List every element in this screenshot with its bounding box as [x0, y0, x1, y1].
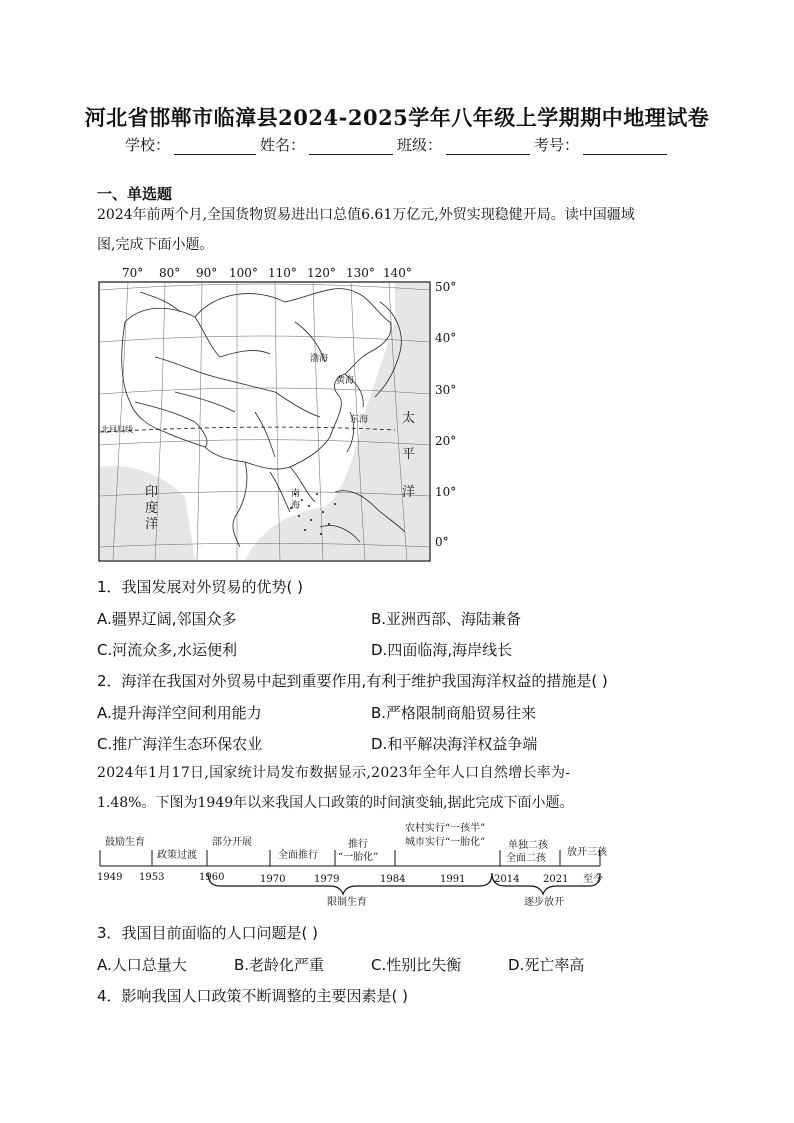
q2-option-a[interactable]: A.提升海洋空间利用能力 [97, 704, 262, 722]
tl-guli: 鼓励生育 [105, 837, 145, 848]
tl-zhengce: 政策过渡 [157, 850, 197, 861]
q2-option-c[interactable]: C.推广海洋生态环保农业 [97, 735, 263, 753]
tl-fangkai: 放开三孩 [567, 847, 607, 858]
passage-1-line-1: 2024年前两个月,全国货物贸易进出口总值6.61万亿元,外贸实现稳健开局。读中国疆域 [97, 207, 635, 223]
bohai-label: 渤海 [310, 354, 329, 364]
passage-2-line-2: 1.48%。下图为1949年以来我国人口政策的时间演变轴,据此完成下面小题。 [97, 795, 574, 811]
tl-quanmian: 全面推行 [278, 850, 318, 861]
q3-option-a[interactable]: A.人口总量大 [97, 956, 187, 974]
tl-chengshi: 城市实行“一胎化” [405, 837, 486, 848]
number-label: 考号： [534, 136, 580, 154]
question-4-stem: 4．影响我国人口政策不断调整的主要因素是( ) [97, 987, 409, 1005]
lat-label: 30° [435, 383, 457, 397]
name-field[interactable] [309, 138, 393, 155]
name-label: 姓名： [260, 136, 306, 154]
class-field[interactable] [446, 138, 530, 155]
school-label: 学校： [125, 136, 171, 154]
pacific-label-1: 太 [402, 411, 416, 426]
tl-year: 1960 [199, 872, 225, 883]
section-heading: 一、单选题 [97, 185, 173, 203]
indian-label-1: 印 [145, 485, 159, 500]
student-info-row [125, 134, 671, 155]
lon-label: 140° [383, 266, 412, 280]
q1-option-c[interactable]: C.河流众多,水运便利 [97, 641, 238, 659]
tl-xianzhi: 限制生育 [327, 897, 367, 908]
lon-label: 110° [268, 266, 297, 280]
q1-option-a[interactable]: A.疆界辽阔,邻国众多 [97, 610, 237, 628]
q3-option-c[interactable]: C.性别比失衡 [371, 956, 462, 974]
tl-year: 1991 [440, 874, 466, 885]
question-1-stem: 1．我国发展对外贸易的优势( ) [97, 578, 304, 596]
tl-year: 2021 [543, 874, 569, 885]
tl-year: 2014 [494, 874, 520, 885]
tl-zhubu: 逐步放开 [524, 897, 564, 908]
lon-label: 80° [159, 266, 181, 280]
passage-2-line-1: 2024年1月17日,国家统计局发布数据显示,2023年全年人口自然增长率为- [97, 765, 571, 781]
indian-label-3: 洋 [145, 517, 159, 532]
passage-1-line-2: 图,完成下面小题。 [97, 237, 214, 253]
lat-label: 40° [435, 331, 457, 345]
lat-label: 20° [435, 434, 457, 448]
china-territory-map [95, 262, 465, 564]
tl-dandu: 单独二孩 [508, 840, 548, 851]
tl-year: 至今 [583, 874, 603, 885]
lat-label: 0° [435, 535, 449, 549]
tl-year: 1953 [139, 872, 165, 883]
question-2-stem: 2．海洋在我国对外贸易中起到重要作用,有利于维护我国海洋权益的措施是( ) [97, 672, 608, 690]
lon-label: 120° [307, 266, 336, 280]
q2-option-b[interactable]: B.严格限制商船贸易往来 [371, 704, 537, 722]
tl-bufen: 部分开展 [212, 837, 252, 848]
class-label: 班级： [397, 136, 443, 154]
lat-label: 10° [435, 485, 457, 499]
tl-tuixing: 推行 [348, 839, 368, 850]
tl-year: 1979 [314, 874, 340, 885]
number-field[interactable] [583, 138, 667, 155]
tl-yitaihua: “一胎化” [338, 852, 379, 863]
donghai-label: 东海 [350, 415, 369, 425]
tl-year: 1984 [380, 874, 406, 885]
q1-option-b[interactable]: B.亚洲西部、海陆兼备 [371, 610, 522, 628]
lon-label: 70° [122, 266, 144, 280]
question-3-stem: 3．我国目前面临的人口问题是( ) [97, 924, 319, 942]
tl-year: 1949 [97, 872, 123, 883]
lon-label: 130° [346, 266, 375, 280]
indian-label-2: 度 [145, 501, 159, 516]
pacific-label-3: 洋 [402, 485, 416, 500]
school-field[interactable] [174, 138, 256, 155]
q2-option-d[interactable]: D.和平解决海洋权益争端 [371, 735, 538, 753]
tl-year: 1970 [260, 874, 286, 885]
tl-quanmian2: 全面二孩 [506, 853, 546, 864]
huanghai-label: 黄海 [336, 376, 355, 386]
q3-option-b[interactable]: B.老龄化严重 [234, 956, 325, 974]
page-title: 河北省邯郸市临漳县2024-2025学年八年级上学期期中地理试卷 [84, 105, 710, 130]
population-policy-timeline [95, 818, 625, 913]
lon-label: 100° [229, 266, 258, 280]
nanhai-label-2: 海 [291, 501, 301, 511]
tl-nongcun: 农村实行“一孩半” [405, 823, 486, 834]
tropic-label: 北回归线 [101, 425, 133, 434]
pacific-label-2: 平 [402, 447, 416, 462]
lon-label: 90° [196, 266, 218, 280]
q3-option-d[interactable]: D.死亡率高 [508, 956, 585, 974]
q1-option-d[interactable]: D.四面临海,海岸线长 [371, 641, 513, 659]
lat-label: 50° [435, 280, 457, 294]
nanhai-label-1: 南 [291, 489, 301, 499]
